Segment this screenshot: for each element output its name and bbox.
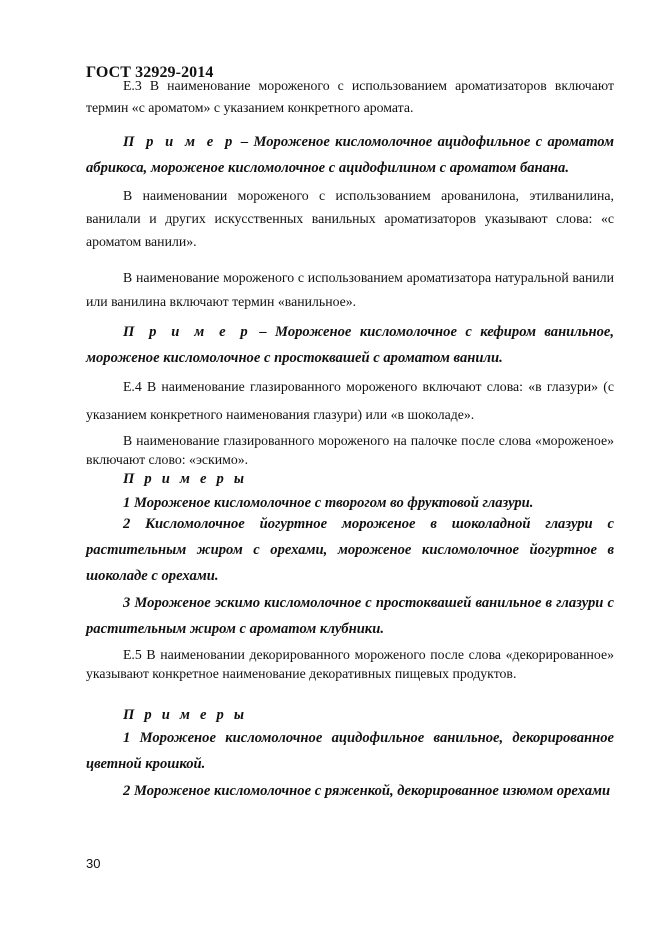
paragraph-natural-text: В наименование мороженого с использованием ароматизатора натуральной ванили или ванилина включают термин «ванильное».: [86, 270, 614, 309]
example-4-1: [86, 725, 614, 777]
example-1: [86, 129, 614, 181]
paragraph-vanillin-text: В наименовании мороженого с использованием арованилона, этилванилина, ванилали и других искусственных ванильных ароматизаторов указывают слова: «с ароматом ванили».: [86, 188, 614, 249]
example-2-label: П р и м е р: [123, 324, 251, 340]
example-3-3: [86, 590, 614, 642]
example-1-label: П р и м е р: [123, 134, 236, 150]
example-1-text: – Мороженое кисломолочное ацидофильное с ароматом абрикоса, мороженое кисломолочное с ацидофилином с ароматом банана.: [86, 134, 614, 176]
paragraph-eskimo-text: В наименование глазированного мороженого на палочке после слова «мороженое» включают слово: «эскимо».: [86, 433, 614, 467]
example-4-2: [86, 778, 614, 804]
examples-label-1-text: П р и м е р ы: [123, 471, 248, 487]
example-4-2-text: 2 Мороженое кисломолочное с ряженкой, декорированное изюмом орехами: [123, 783, 611, 799]
paragraph-natural: [86, 266, 614, 314]
paragraph-e5-text: Е.5 В наименовании декорированного мороженого после слова «декорированное» указывают конкретное наименование декоративных пищевых продуктов.: [86, 647, 614, 681]
example-2: [86, 319, 614, 371]
paragraph-e3: [86, 75, 614, 119]
example-3-1-text: 1 Мороженое кисломолочное с творогом во фруктовой глазури.: [123, 495, 534, 511]
examples-label-1: [123, 471, 247, 488]
page-number: 30: [86, 856, 101, 871]
paragraph-e3-text: Е.3 В наименование мороженого с использованием ароматизаторов включают термин «с ароматом» с указанием конкретного аромата.: [86, 78, 614, 115]
document-header: ГОСТ 32929-2014: [86, 64, 214, 81]
example-3-3-text: 3 Мороженое эскимо кисломолочное с простоквашей ванильное в глазури с растительным жиром с ароматом клубники.: [86, 595, 614, 637]
examples-label-2-text: П р и м е р ы: [123, 707, 248, 723]
examples-label-2: [123, 707, 247, 724]
example-3-2-text: 2 Кисломолочное йогуртное мороженое в шоколадной глазури с растительным жиром с орехами, мороженое кисломолочное йогуртное в шоколаде с орехами.: [86, 516, 614, 584]
example-2-text: – Мороженое кисломолочное с кефиром ванильное, мороженое кисломолочное с простоквашей с ароматом ванили.: [86, 324, 614, 366]
paragraph-eskimo: [86, 431, 614, 469]
paragraph-e4: [86, 373, 614, 429]
paragraph-e4-text: Е.4 В наименование глазированного мороженого включают слова: «в глазури» (с указанием конкретного наименования глазури) или «в шоколаде».: [86, 379, 614, 422]
paragraph-e5: [86, 645, 614, 683]
example-4-1-text: 1 Мороженое кисломолочное ацидофильное ванильное, декорированное цветной крошкой.: [86, 730, 614, 772]
example-3-2: [86, 511, 614, 589]
paragraph-vanillin: [86, 184, 614, 253]
